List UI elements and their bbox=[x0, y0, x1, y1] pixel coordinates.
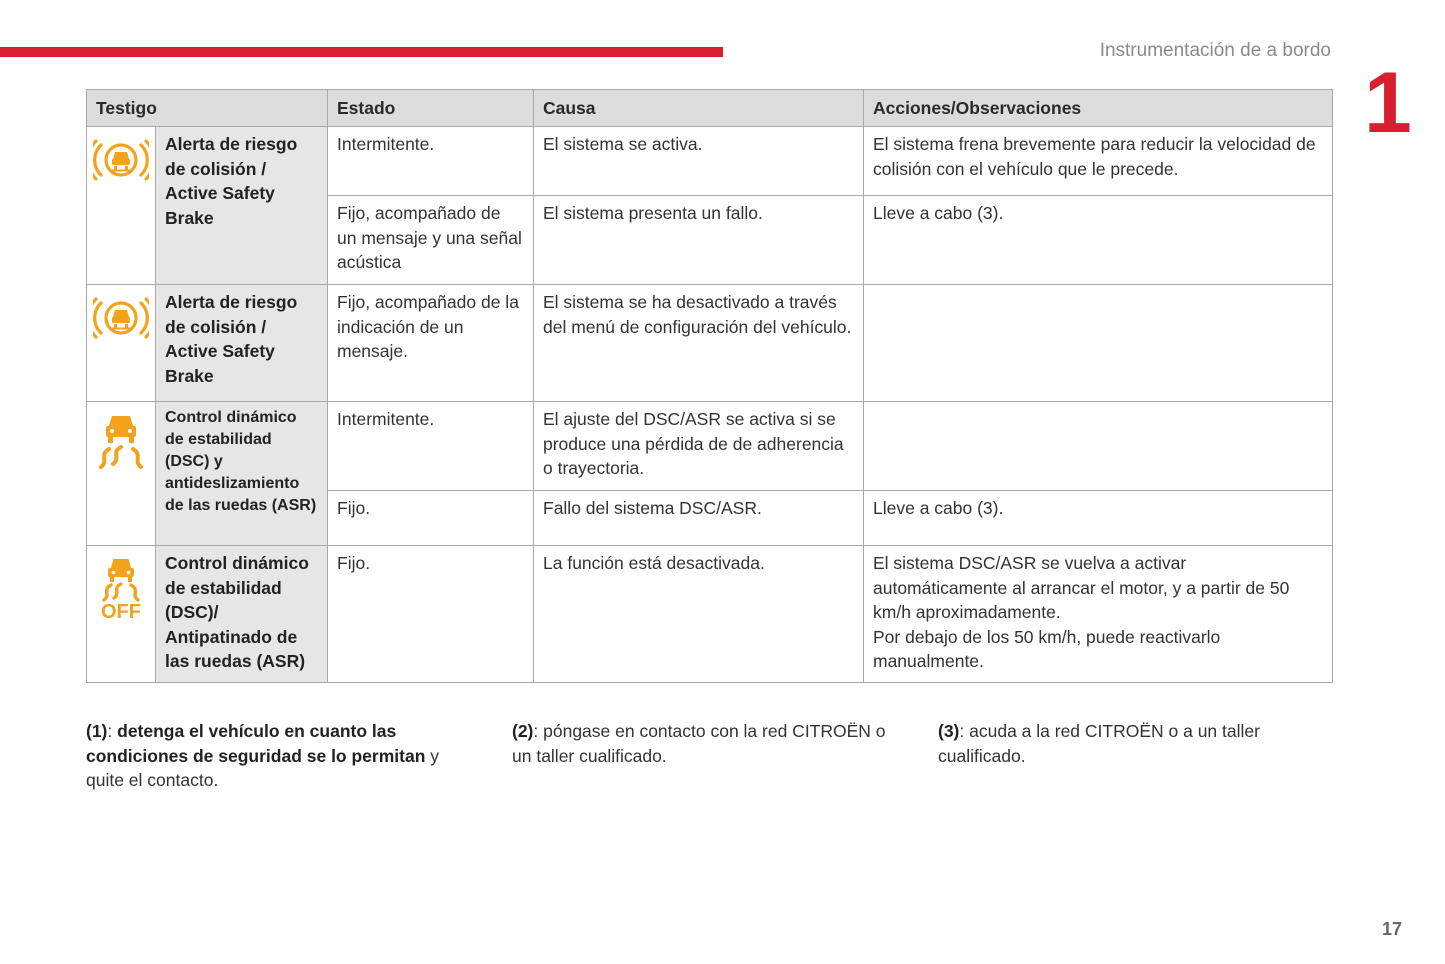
testigo-label: Alerta de riesgo de colisión / Active Safety Brake bbox=[156, 285, 328, 402]
estado-cell: Fijo, acompañado de un mensaje y una señal acústica bbox=[328, 196, 534, 285]
causa-cell: El sistema presenta un fallo. bbox=[534, 196, 864, 285]
footnote-sep: : bbox=[107, 721, 118, 741]
causa-cell: El sistema se ha desactivado a través del menú de configuración del vehículo. bbox=[534, 285, 864, 402]
table-row bbox=[87, 402, 1333, 491]
collision-alert-icon bbox=[87, 137, 155, 183]
warning-lights-table bbox=[86, 89, 1333, 683]
footnote-ref: (3) bbox=[938, 721, 960, 741]
skid-car-off-cell bbox=[87, 546, 156, 683]
acciones-cell: Lleve a cabo (3). bbox=[864, 196, 1333, 285]
page-number: 17 bbox=[1382, 919, 1403, 939]
estado-cell: Fijo. bbox=[328, 546, 534, 683]
skid-car-off-icon bbox=[87, 556, 155, 602]
collision-alert-cell bbox=[87, 285, 156, 402]
table-row bbox=[87, 285, 1333, 402]
causa-cell: Fallo del sistema DSC/ASR. bbox=[534, 491, 864, 546]
testigo-label: Control dinámico de estabilidad (DSC)/ Antipatinado de las ruedas (ASR) bbox=[156, 546, 328, 683]
footnote-text: : póngase en contacto con la red CITROËN o un taller cualificado. bbox=[512, 721, 886, 766]
footnote-1 bbox=[86, 719, 481, 793]
acciones-cell: El sistema DSC/ASR se vuelva a activar automáticamente al arrancar el motor, y a partir de 50 km/h aproximadamente. Por debajo de los 50 km/h, puede reactivarlo manualmente. bbox=[864, 546, 1333, 683]
header-estado: Estado bbox=[328, 90, 534, 127]
testigo-label: Control dinámico de estabilidad (DSC) y antideslizamiento de las ruedas (ASR) bbox=[156, 402, 328, 546]
testigo-label: Alerta de riesgo de colisión / Active Safety Brake bbox=[156, 127, 328, 285]
estado-cell: Fijo, acompañado de la indicación de un mensaje. bbox=[328, 285, 534, 402]
causa-cell: La función está desactivada. bbox=[534, 546, 864, 683]
acciones-cell bbox=[864, 285, 1333, 402]
estado-cell: Intermitente. bbox=[328, 402, 534, 491]
footnote-3 bbox=[938, 719, 1318, 768]
header-red-bar bbox=[0, 47, 723, 57]
skid-car-icon bbox=[87, 412, 155, 470]
header-causa: Causa bbox=[534, 90, 864, 127]
footnote-ref: (2) bbox=[512, 721, 534, 741]
footnote-text: y quite el contacto. bbox=[86, 745, 440, 790]
footnote-ref: (1) bbox=[86, 721, 108, 741]
table-header-row bbox=[87, 90, 1333, 127]
footnote-bold-text: detenga el vehículo en cuanto las condiciones de seguridad se lo permitan bbox=[86, 721, 426, 766]
header-testigo: Testigo bbox=[87, 90, 328, 127]
causa-cell: El sistema se activa. bbox=[534, 127, 864, 196]
skid-car-cell bbox=[87, 402, 156, 546]
table-row bbox=[87, 546, 1333, 683]
acciones-cell bbox=[864, 402, 1333, 491]
estado-cell: Fijo. bbox=[328, 491, 534, 546]
estado-cell: Intermitente. bbox=[328, 127, 534, 196]
header-acciones: Acciones/Observaciones bbox=[864, 90, 1333, 127]
collision-alert-cell bbox=[87, 127, 156, 285]
footnote-2 bbox=[512, 719, 907, 768]
causa-cell: El ajuste del DSC/ASR se activa si se produce una pérdida de de adherencia o trayectoria. bbox=[534, 402, 864, 491]
section-title: Instrumentación de a bordo bbox=[1099, 40, 1331, 61]
off-indicator-text: OFF bbox=[101, 601, 141, 623]
footnote-text: : acuda a la red CITROËN o a un taller cualificado. bbox=[938, 721, 1260, 766]
chapter-number: 1 bbox=[1364, 55, 1412, 151]
table-row bbox=[87, 127, 1333, 196]
acciones-cell: El sistema frena brevemente para reducir la velocidad de colisión con el vehículo que le precede. bbox=[864, 127, 1333, 196]
collision-alert-icon bbox=[87, 295, 155, 341]
acciones-cell: Lleve a cabo (3). bbox=[864, 491, 1333, 546]
